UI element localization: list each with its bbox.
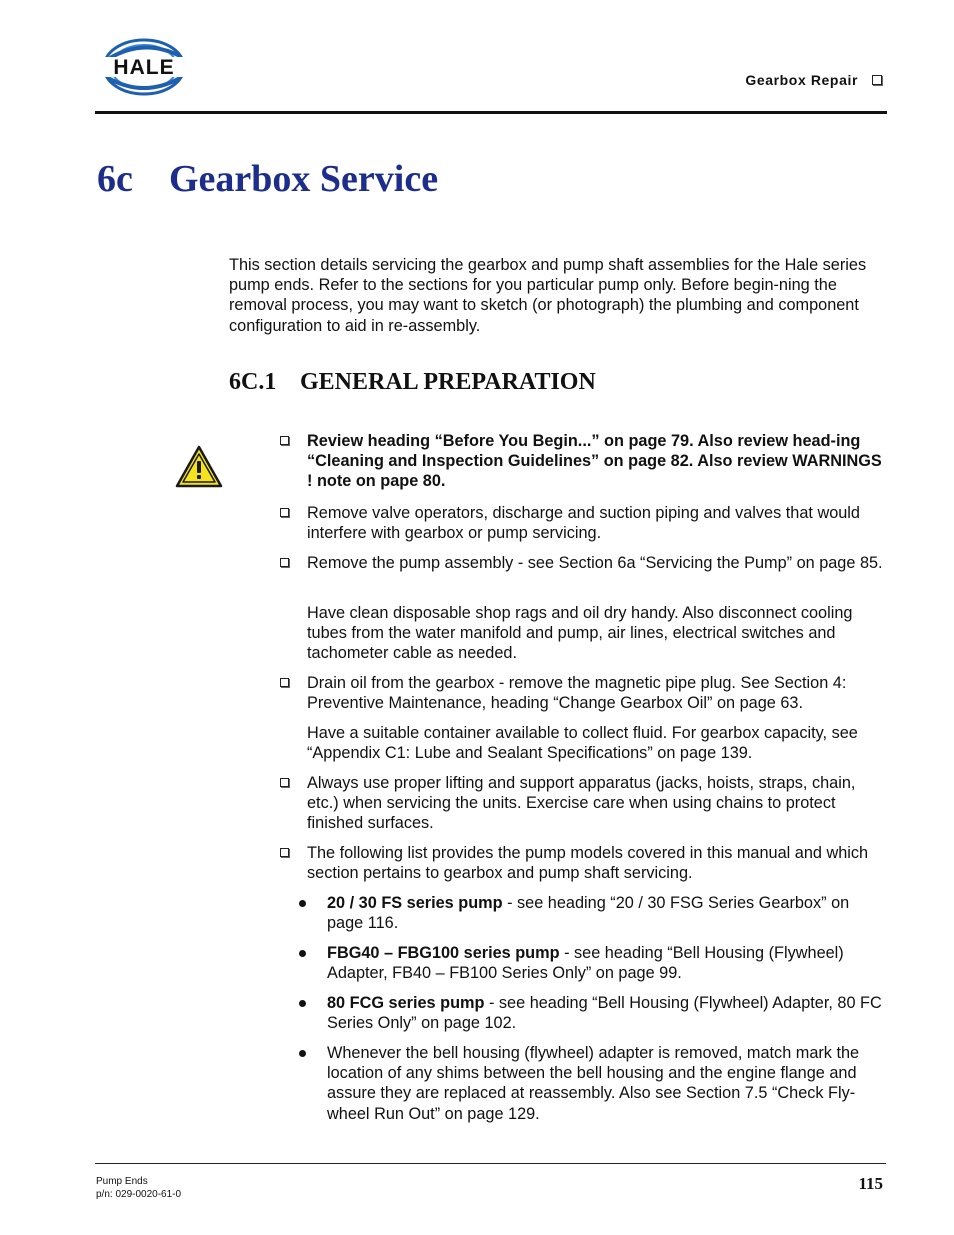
list-item: Drain oil from the gearbox - remove the magnetic pipe plug. See Section 4: Preventive Maintenance, heading “Change Gearbox Oil” on page 63.: [307, 673, 887, 713]
header-rule: [95, 111, 887, 114]
bullet-dot-icon: [299, 1050, 306, 1057]
bullet-dot-icon: [299, 1000, 306, 1007]
bullet-dot-icon: [299, 950, 306, 957]
page-number: 115: [858, 1174, 883, 1193]
header-section-title: Gearbox Repair: [745, 72, 858, 88]
sub-list-item: 20 / 30 FS series pump - see heading “20 / 30 FSG Series Gearbox” on page 116.: [327, 893, 887, 933]
note-paragraph: Have clean disposable shop rags and oil dry handy. Also disconnect cooling tubes from the water manifold and pump, air lines, electrical switches and tachometer cable as needed.: [307, 604, 853, 663]
warning-triangle-icon: [175, 445, 223, 489]
footer-info: [96, 1175, 181, 1201]
footer-part-number: p/n: 029-0020-61-0: [96, 1189, 182, 1200]
sub-list-item: 80 FCG series pump - see heading “Bell Housing (Flywheel) Adapter, 80 FC Series Only” on page 102.: [327, 993, 887, 1033]
checkbox-square-icon: [280, 678, 289, 687]
footer-rule: [95, 1163, 886, 1164]
checkbox-square-icon: [280, 558, 289, 567]
sub-list-item: Whenever the bell housing (flywheel) adapter is removed, match mark the location of any shims between the bell housing and the engine flange and assure they are replaced at reassembly. Also see Section 7.5 “Check Fly-wheel Run Out” on page 129.: [327, 1043, 887, 1124]
list-item: Remove the pump assembly - see Section 6a “Servicing the Pump” on page 85.: [307, 553, 887, 573]
note-paragraph: Have a suitable container available to collect fluid. For gearbox capacity, see “Appendix C1: Lube and Sealant Specifications” on page 139.: [307, 724, 858, 763]
page-title: [97, 157, 438, 201]
footer-product: Pump Ends: [96, 1176, 148, 1187]
checkbox-square-icon: [280, 508, 289, 517]
list-item: Remove valve operators, discharge and suction piping and valves that would interfere with gearbox or pump servicing.: [307, 503, 887, 543]
sub-list-item: FBG40 – FBG100 series pump - see heading “Bell Housing (Flywheel) Adapter, FB40 – FB100 Series Only” on page 99.: [327, 943, 887, 983]
list-item: The following list provides the pump models covered in this manual and which section pertains to gearbox and pump shaft servicing.: [307, 843, 887, 883]
checkbox-square-icon: [280, 848, 289, 857]
hale-logo-icon: [96, 36, 192, 98]
list-item: Review heading “Before You Begin...” on page 79. Also review head-ing “Cleaning and Inspection Guidelines” on page 82. Also review WARNINGS ! note on pape 80.: [307, 431, 887, 492]
checkbox-square-icon: [280, 436, 289, 445]
chapter-title: Gearbox Service: [169, 158, 439, 200]
section-title: GENERAL PREPARATION: [300, 369, 596, 395]
section-number: 6C.1: [229, 369, 277, 395]
checkbox-square-icon: [872, 75, 882, 85]
running-header: [745, 72, 882, 88]
bullet-dot-icon: [299, 900, 306, 907]
list-item: Always use proper lifting and support apparatus (jacks, hoists, straps, chain, etc.) when servicing the units. Exercise care when using chains to protect finished surfaces.: [307, 773, 887, 834]
intro-paragraph: This section details servicing the gearbox and pump shaft assemblies for the Hale series pump ends. Refer to the sections for you particular pump only. Before begin-ning the removal process, you may want to sketch (or photograph) the plumbing and component configuration to aid in re-assembly.: [229, 256, 867, 335]
logo-text: HALE: [113, 56, 175, 79]
checkbox-square-icon: [280, 778, 289, 787]
chapter-number: 6c: [97, 158, 133, 200]
section-heading: [229, 369, 596, 396]
